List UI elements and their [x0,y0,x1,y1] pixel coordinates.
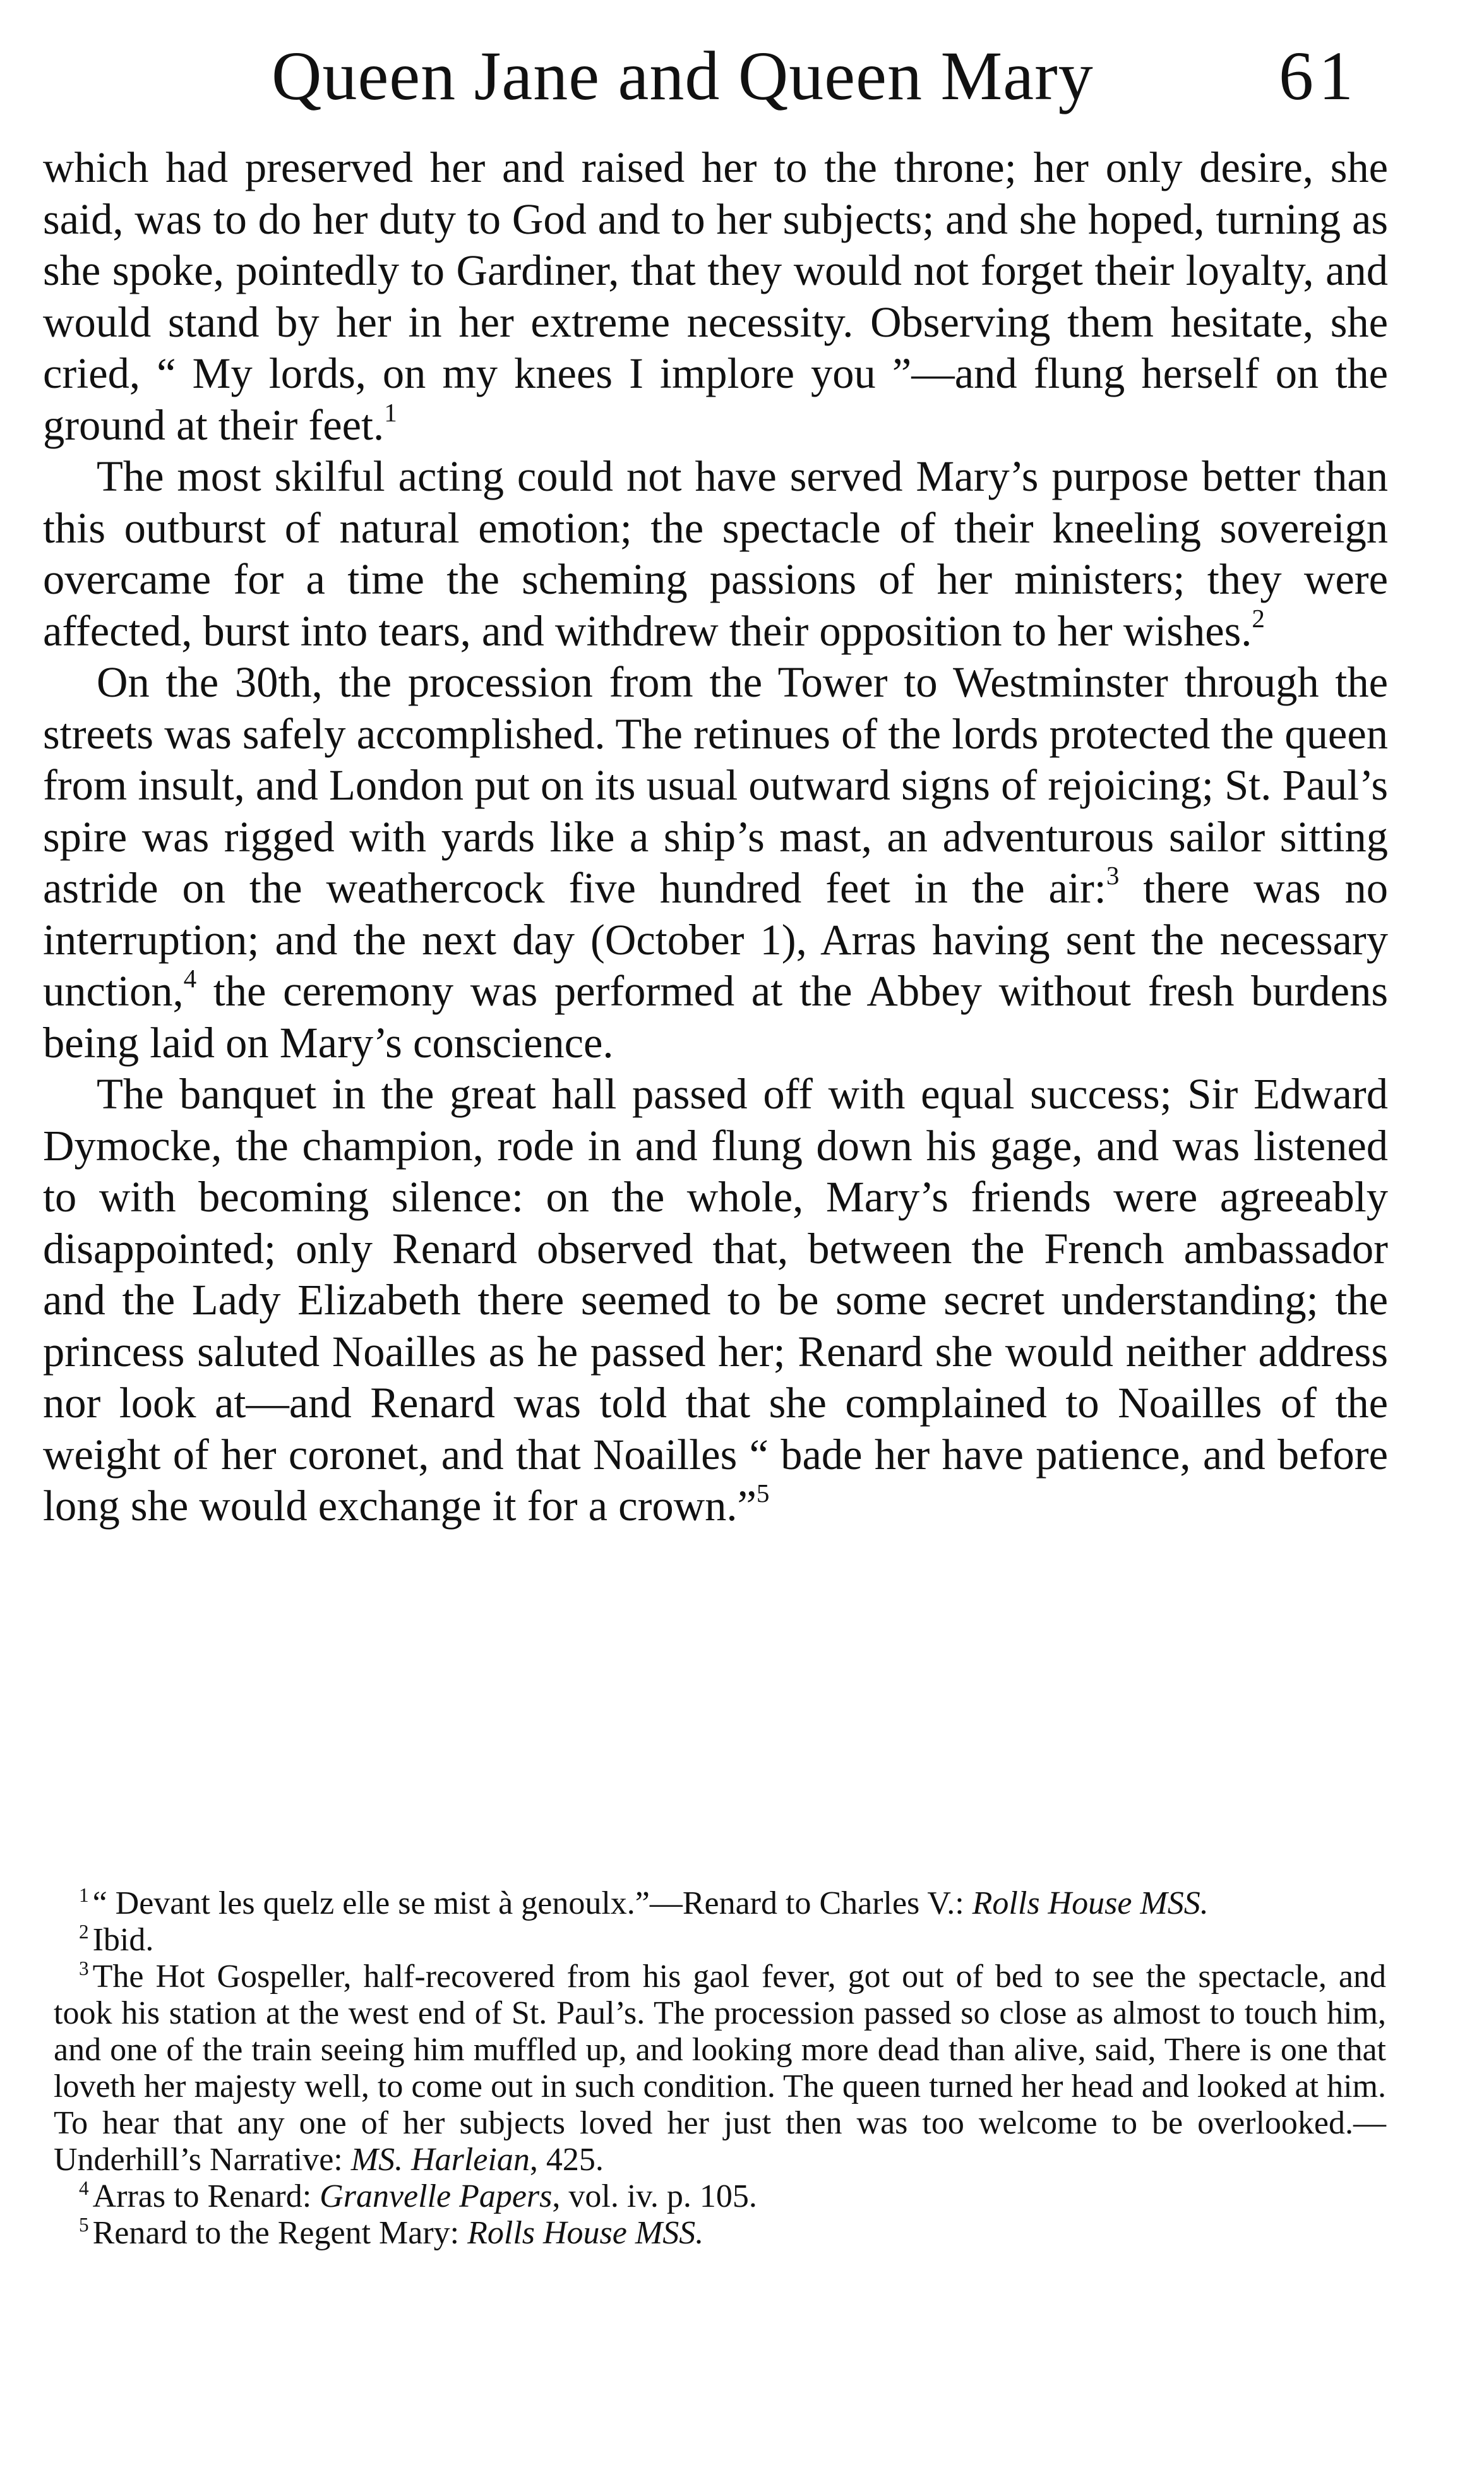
paragraph-text: The most skilful acting could not have served Mary’s purpose better than this outburst of natural emotion; the spectacle of their kneeling sovereign overcame for a time the scheming passions of her ministers; they were affected, burst into tears, and withdrew their opposition to her wishes. [43,452,1388,655]
footnote-number: 4 [79,2177,89,2200]
page-number: 61 [1279,37,1358,114]
paragraph-text: The banquet in the great hall passed off with equal success; Sir Edward Dymocke, the champion, rode in and flung down his gage, and was listened to with becoming silence: on the whole, Mary’s friends were agreeably disappointed; only Renard observed that, between the French ambassador and the Lady Elizabeth there seemed to be some secret understanding; the princess saluted Noailles as he passed her; Renard she would neither address nor look at—and Renard was told that she complained to Noailles of the weight of her coronet, and that Noailles “ bade her have patience, and before long she would exchange it for a crown.” [43,1070,1388,1530]
paragraph [43,142,1388,451]
footnote-ref: 2 [1252,603,1265,633]
footnote-ref: 5 [756,1479,770,1508]
footnote-source: Rolls House MSS. [467,2215,704,2251]
footnotes [54,1885,1386,2252]
paragraph-text: On the 30th, the procession from the Tower to Westminster through the streets was safely accomplished. The retinues of the lords protected the queen from insult, and London put on its usual outward signs of rejoicing; St. Paul’s spire was rigged with yards like a ship’s mast, an adventurous sailor sitting astride on the weathercock five hundred feet in the air: [43,658,1388,912]
footnote [54,2215,1386,2252]
footnote-number: 2 [79,1921,89,1943]
paragraph [43,451,1388,657]
footnote-number: 1 [79,1884,89,1907]
footnote-source: Rolls House MSS. [972,1885,1209,1921]
footnote-source: Granvelle Papers [320,2178,553,2214]
paragraph [43,1069,1388,1532]
footnote [54,1922,1386,1959]
paragraph-text: the ceremony was performed at the Abbey without fresh burdens being laid on Mary’s conscience. [43,967,1388,1067]
footnote-text: The Hot Gospeller, half-recovered from his gaol fever, got out of bed to see the spectacle, and took his station at the west end of St. Paul’s. The procession passed so close as almost to touch him, and one of the train seeing him muffled up, and looking more dead than alive, said, There is one that loveth her majesty well, to come out in such condition. The queen turned her head and looked at him. To hear that any one of her subjects loved her just then was too welcome to be overlooked.—Underhill’s Narrative: [54,1959,1386,2178]
paragraph-text: there was no interruption; and the next day (October 1), Arras having sent the necessary unction, [43,864,1388,1015]
footnote-text: Renard to the Regent Mary: [92,2215,468,2251]
footnote-text: Arras to Renard: [92,2178,320,2214]
footnote-ref: 1 [384,397,397,427]
footnote-source: MS. Harleian [350,2142,530,2178]
footnote [54,1959,1386,2178]
paragraph-text: which had preserved her and raised her to the throne; her only desire, she said, was to do her duty to God and to her subjects; and she hoped, turning as she spoke, pointedly to Gardiner, that they would not forget their loyalty, and would stand by her in her extreme necessity. Observing them hesitate, she cried, “ My lords, on my knees I implore you ”—and flung herself on the ground at their feet. [43,143,1388,449]
footnote-text: Ibid. [92,1922,154,1958]
footnote-ref: 4 [183,964,197,993]
footnote-ref: 3 [1106,861,1120,891]
running-title: Queen Jane and Queen Mary [272,37,1094,114]
paragraph [43,657,1388,1069]
footnote [54,1885,1386,1922]
footnote-tail: , 425. [529,2142,604,2178]
footnote-tail: , vol. iv. p. 105. [552,2178,757,2214]
footnote-text: “ Devant les quelz elle se mist à genoulx.”—Renard to Charles V.: [92,1885,972,1921]
running-header [0,35,1484,117]
body-text [43,142,1388,1532]
footnote-number: 5 [79,2214,89,2236]
footnote [54,2178,1386,2215]
footnote-number: 3 [79,1957,89,1980]
